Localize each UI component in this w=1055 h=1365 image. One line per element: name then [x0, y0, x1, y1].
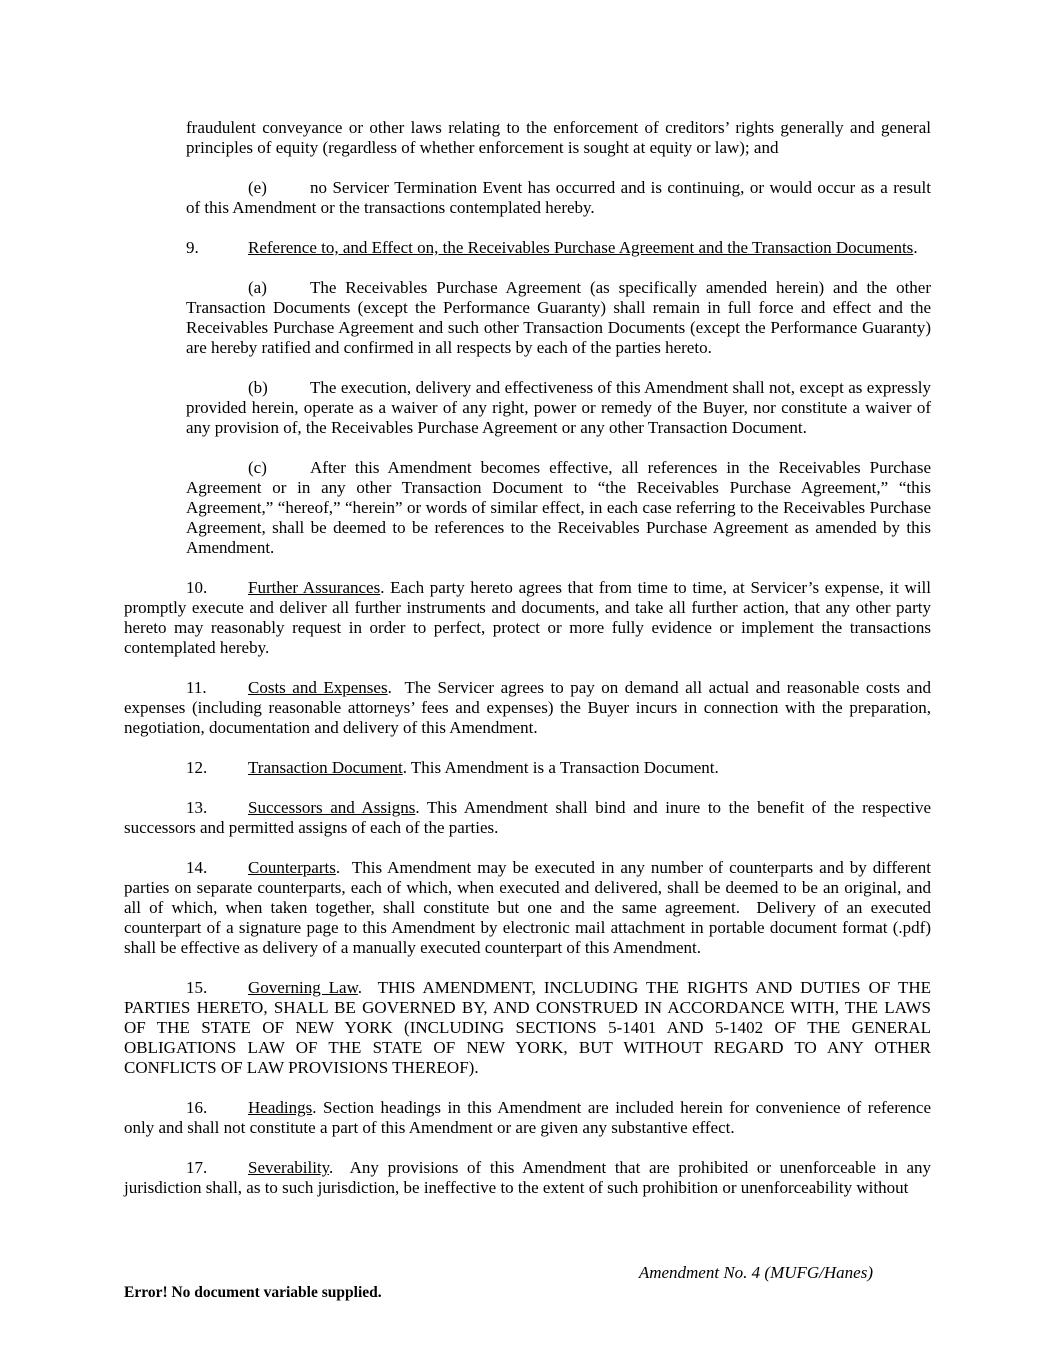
paragraph-text: This Amendment shall bind and inure to the benefit of the respective successors and permitted assigns of each of the parties.	[124, 798, 931, 837]
section-16-paragraph: 16. Headings. Section headings in this Amendment are included herein for convenience of reference only and shall not constitute a part of this Amendment or are given any substantive effect.	[124, 1098, 932, 1137]
section-10-paragraph: 10. Further Assurances. Each party hereto agrees that from time to time, at Servicer’s expense, it will promptly execute and deliver all further instruments and documents, and take all further action, that any other party hereto may reasonably request in order to perfect, protect or more fully evidence or implement the transactions contemplated hereby.	[124, 578, 932, 657]
paragraph-text: The Receivables Purchase Agreement (as specifically amended herein) and the other Transaction Documents (except the Performance Guaranty) shall remain in full force and effect and the Receivables Purchase Agreement and such other Transaction Documents (except the Performance Guaranty) are hereby ratified and confirmed in all respects by each of the parties hereto.	[186, 278, 931, 357]
clause-label: (a)	[248, 278, 267, 297]
section-heading: Transaction Document	[248, 758, 403, 777]
section-heading: Governing Law	[248, 978, 358, 997]
section-number: 16.	[186, 1098, 208, 1117]
clause-a-paragraph	[186, 278, 931, 358]
paragraph-text: Section headings in this Amendment are included herein for convenience of reference only and shall not constitute a part of this Amendment or are given any substantive effect.	[124, 1098, 932, 1137]
clause-c-paragraph	[186, 458, 931, 558]
section-13-paragraph: 13. Successors and Assigns. This Amendment shall bind and inure to the benefit of the respective successors and permitted assigns of each of the parties.	[124, 798, 931, 837]
clause-e-paragraph	[186, 178, 931, 218]
document-body	[124, 118, 931, 1218]
section-heading: Headings	[248, 1098, 313, 1117]
section-9-paragraph: 9. Reference to, and Effect on, the Receivables Purchase Agreement and the Transaction Documents.	[186, 238, 918, 257]
section-number: 17.	[186, 1158, 208, 1177]
paragraph-text: Each party hereto agrees that from time to time, at Servicer’s expense, it will promptly execute and deliver all further instruments and documents, and take all further action, that any other party hereto may reasonably request in order to perfect, protect or more fully evidence or implement the transactions contemplated hereby.	[124, 578, 932, 657]
footer-error-text: Error! No document variable supplied.	[124, 1284, 382, 1301]
section-heading: Counterparts	[248, 858, 336, 877]
paragraph-text: This Amendment is a Transaction Document.	[410, 758, 719, 777]
section-heading: Reference to, and Effect on, the Receivables Purchase Agreement and the Transaction Documents	[248, 238, 914, 257]
section-number: 14.	[186, 858, 208, 877]
section-14-paragraph: 14. Counterparts. This Amendment may be executed in any number of counterparts and by different parties on separate counterparts, each of which, when executed and delivered, shall be deemed to be an original, and all of which, when taken together, shall constitute but one and the same agreement. Delivery of an executed counterpart of a signature page to this Amendment by electronic mail attachment in portable document format (.pdf) shall be effective as delivery of a manually executed counterpart of this Amendment.	[124, 858, 931, 957]
paragraph-text: After this Amendment becomes effective, all references in the Receivables Purchase Agreement or in any other Transaction Document to “the Receivables Purchase Agreement,” “this Agreement,” “hereof,” “herein” or words of similar effect, in each case referring to the Receivables Purchase Agreement, shall be deemed to be references to the Receivables Purchase Agreement as amended by this Amendment.	[186, 458, 931, 557]
section-number: 12.	[186, 758, 208, 777]
paragraph-text: The execution, delivery and effectiveness of this Amendment shall not, except as expressly provided herein, operate as a waiver of any right, power or remedy of the Buyer, nor constitute a waiver of any provision of, the Receivables Purchase Agreement or any other Transaction Document.	[186, 378, 931, 437]
section-heading: Further Assurances	[248, 578, 381, 597]
clause-label: (c)	[248, 458, 267, 477]
paragraph-text: This Amendment may be executed in any number of counterparts and by different parties on separate counterparts, each of which, when executed and delivered, shall be deemed to be an original, and all of which, when taken together, shall constitute but one and the same agreement. Delivery of an executed counterpart of a signature page to this Amendment by electronic mail attachment in portable document format (.pdf) shall be effective as delivery of a manually executed counterpart of this Amendment.	[124, 858, 931, 957]
section-number: 13.	[186, 798, 208, 817]
section-number: 10.	[186, 578, 208, 597]
section-number: 9.	[186, 238, 199, 257]
clause-label: (b)	[248, 378, 268, 397]
paragraph-text: THIS AMENDMENT, INCLUDING THE RIGHTS AND DUTIES OF THE PARTIES HERETO, SHALL BE GOVERNED BY, AND CONSTRUED IN ACCORDANCE WITH, THE LAWS OF THE STATE OF NEW YORK (INCLUDING SECTIONS 5-1401 AND 5-1402 OF THE GENERAL OBLIGATIONS LAW OF THE STATE OF NEW YORK, BUT WITHOUT REGARD TO ANY OTHER CONFLICTS OF LAW PROVISIONS THEREOF).	[124, 978, 932, 1077]
section-heading: Successors and Assigns	[248, 798, 416, 817]
section-number: 11.	[186, 678, 207, 697]
paragraph-text: The Servicer agrees to pay on demand all actual and reasonable costs and expenses (including reasonable attorneys’ fees and expenses) the Buyer incurs in connection with the preparation, negotiation, documentation and delivery of this Amendment.	[124, 678, 931, 737]
section-11-paragraph: 11. Costs and Expenses. The Servicer agrees to pay on demand all actual and reasonable costs and expenses (including reasonable attorneys’ fees and expenses) the Buyer incurs in connection with the preparation, negotiation, documentation and delivery of this Amendment.	[124, 678, 931, 737]
section-12-paragraph: 12. Transaction Document. This Amendment is a Transaction Document.	[186, 758, 719, 777]
continuation-paragraph	[186, 118, 931, 158]
paragraph-text: no Servicer Termination Event has occurred and is continuing, or would occur as a result of this Amendment or the transactions contemplated hereby.	[186, 178, 931, 217]
section-15-paragraph: 15. Governing Law. THIS AMENDMENT, INCLUDING THE RIGHTS AND DUTIES OF THE PARTIES HERETO, SHALL BE GOVERNED BY, AND CONSTRUED IN ACCORDANCE WITH, THE LAWS OF THE STATE OF NEW YORK (INCLUDING SECTIONS 5-1401 AND 5-1402 OF THE GENERAL OBLIGATIONS LAW OF THE STATE OF NEW YORK, BUT WITHOUT REGARD TO ANY OTHER CONFLICTS OF LAW PROVISIONS THEREOF).	[124, 978, 932, 1077]
paragraph-text: fraudulent conveyance or other laws relating to the enforcement of creditors’ rights generally and general principles of equity (regardless of whether enforcement is sought at equity or law); and	[186, 118, 931, 157]
section-number: 15.	[186, 978, 208, 997]
section-heading: Severability	[248, 1158, 330, 1177]
paragraph-text: Any provisions of this Amendment that are prohibited or unenforceable in any jurisdiction shall, as to such jurisdiction, be ineffective to the extent of such prohibition or unenforceability without	[124, 1158, 932, 1197]
clause-b-paragraph	[186, 378, 931, 438]
section-heading: Costs and Expenses	[248, 678, 388, 697]
section-17-paragraph: 17. Severability. Any provisions of this Amendment that are prohibited or unenforceable in any jurisdiction shall, as to such jurisdiction, be ineffective to the extent of such prohibition or unenforceability without	[124, 1158, 932, 1197]
clause-label: (e)	[248, 178, 267, 197]
footer-doc-ref: Amendment No. 4 (MUFG/Hanes)	[638, 1263, 873, 1282]
